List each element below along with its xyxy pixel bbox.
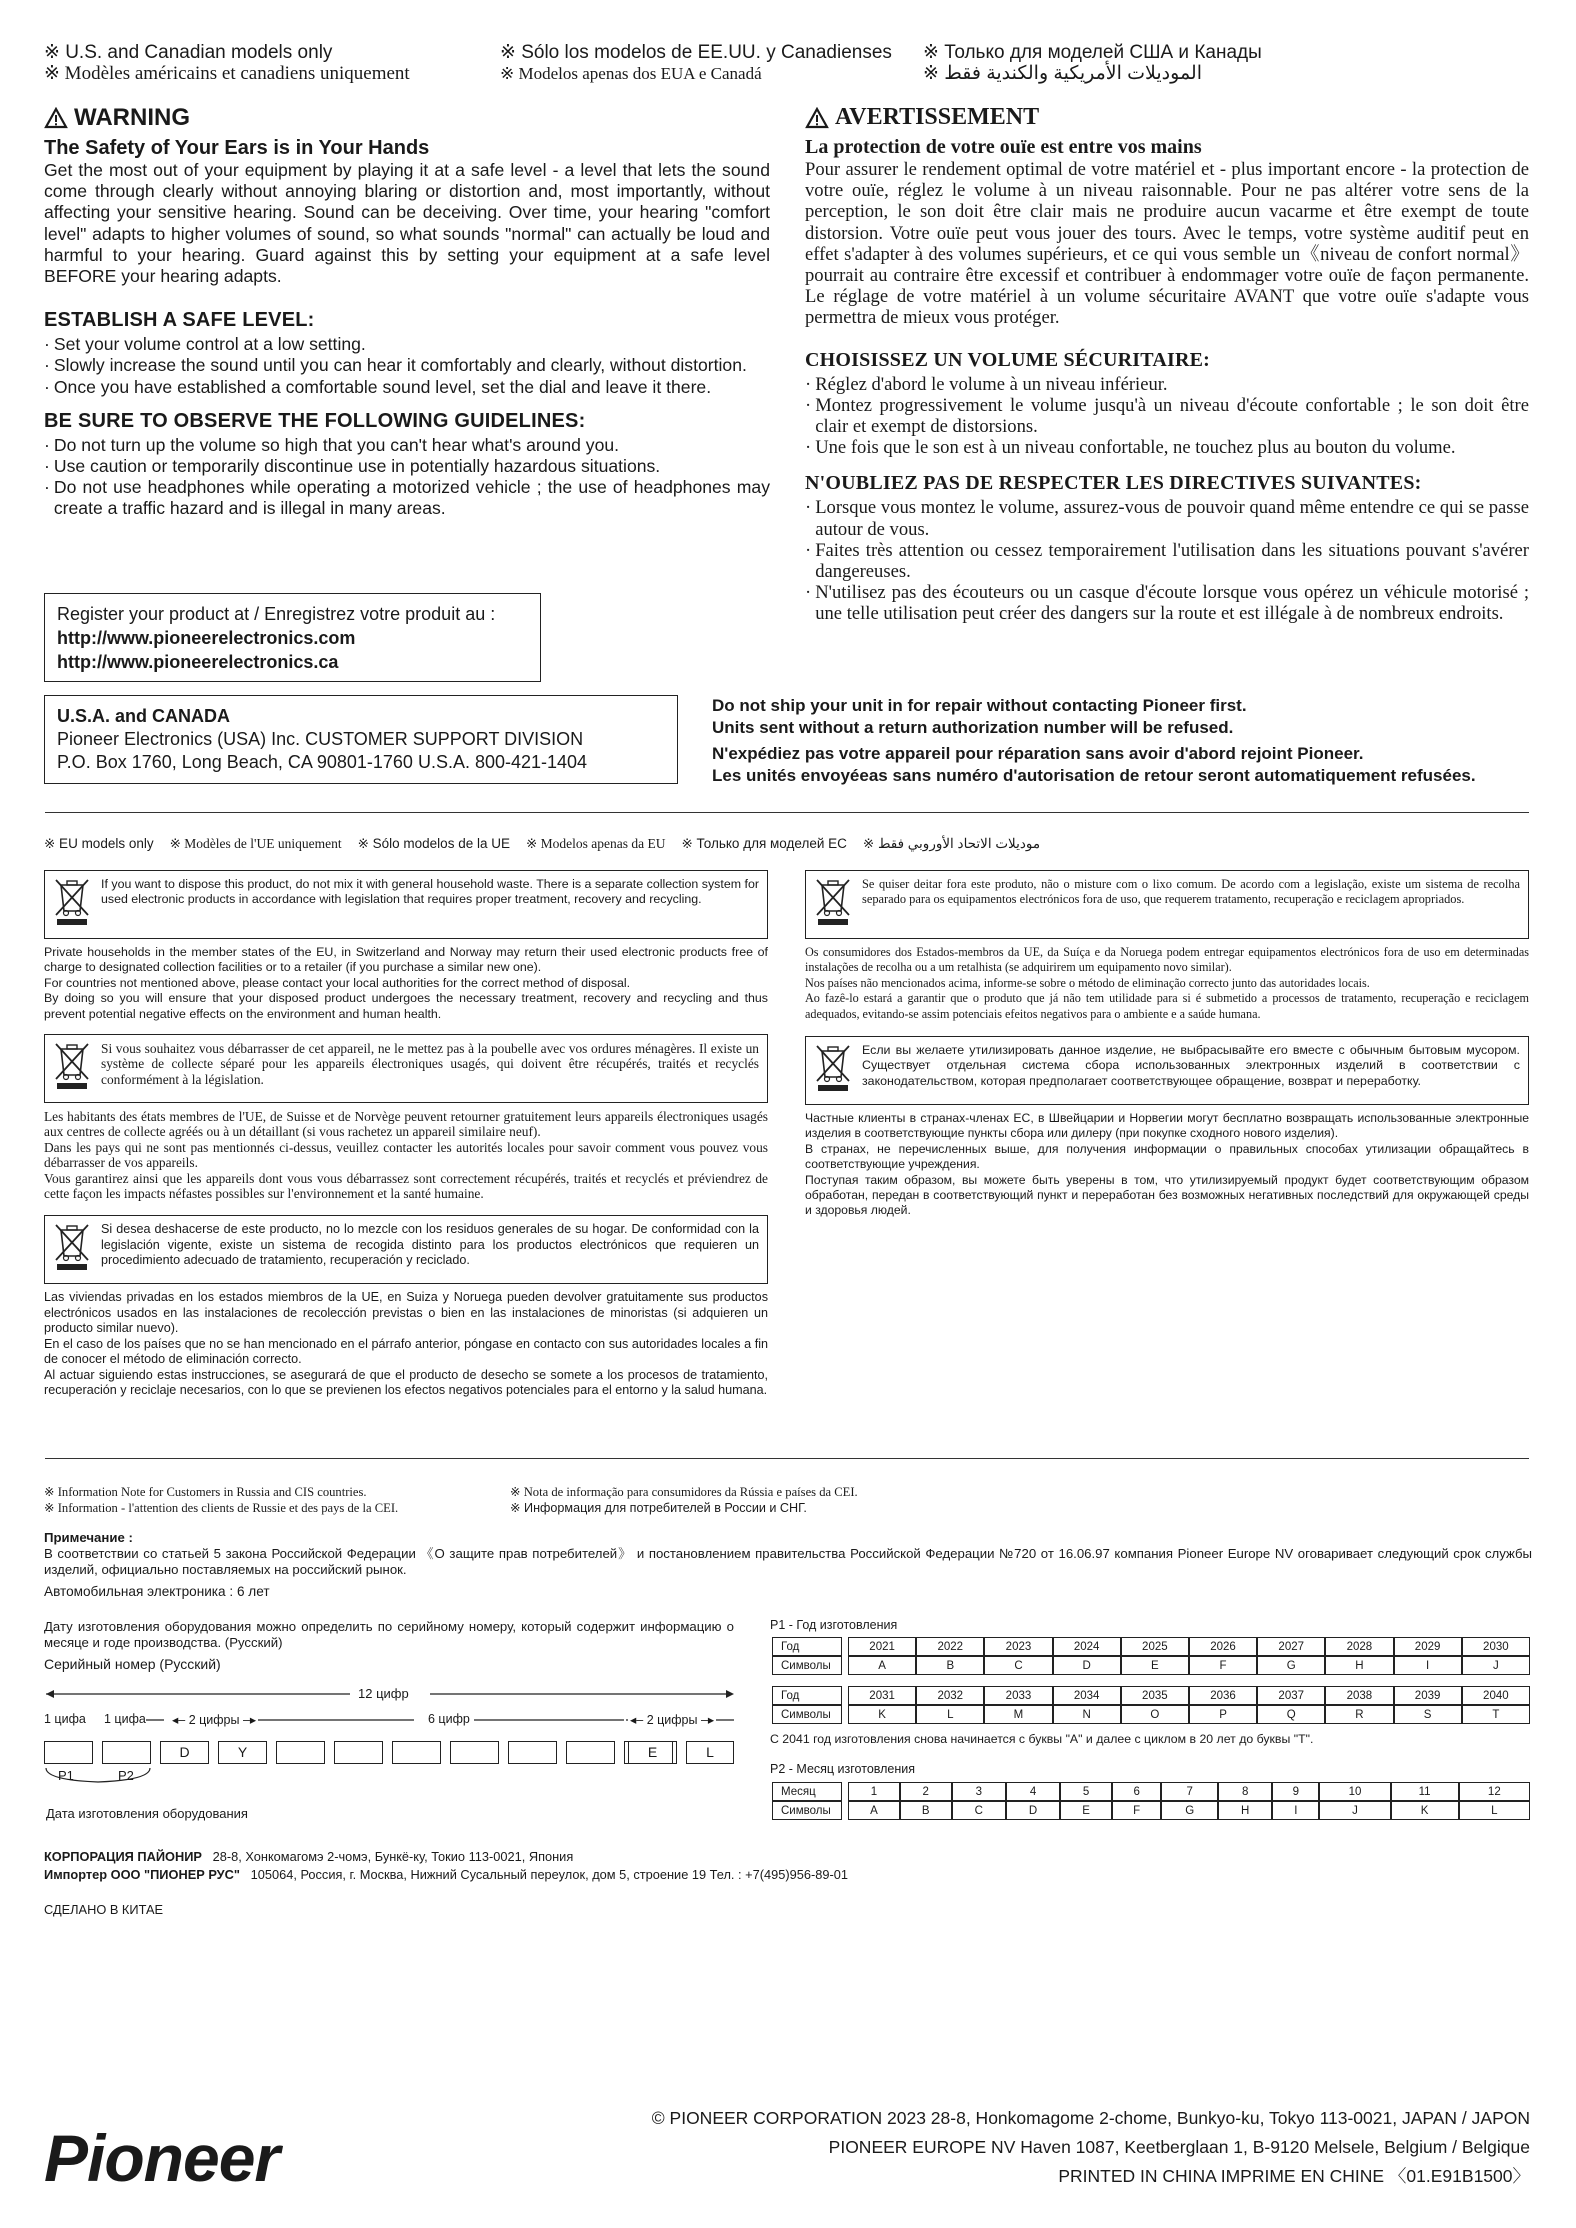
register-link-us[interactable]: http://www.pioneerelectronics.com (57, 628, 356, 648)
year-table-2: Год 2031 2032 2033 2034 2035 2036 2037 2038 2039 2040 Символы K L M N O P Q R S T (772, 1686, 1530, 1724)
list-item: · Montez progressivement le volume jusqu'à un niveau d'écoute confortable ; le son doit être clair et exempt de distorsions. (805, 394, 1529, 438)
list-item: · Une fois que le son est à un niveau confortable, ne touchez plus au bouton du volume. (805, 437, 1456, 459)
eu-models-note: ※ EU models only ※ Modèles de l'UE uniquement ※ Sólo modelos de la UE ※ Modelos apenas da EU ※ Только для моделей ЕС ※ موديلات الاتحاد الأوروبي فقط (44, 836, 1041, 851)
eu-disposal-pt-ru: Se quiser deitar fora este produto, não o misture com o lixo comum. De acordo com a legislação, existe um sistema de recolha separado para os equipamentos electrónicos fora de uso, que requerem tratamento, recuperação e reciclagem apropriados. Os consumidores dos Estados-membros da UE, da Suíça e da Noruega podem entregar equipamentos electrónicos fora de uso em determinadas instalações de recolha ou a um retalhista (se adquirirem um equipamento novo similar). Nos países não mencionados acima, informe-se sobre o método de eliminação correcto junto das autoridades locais. Ao fazê-lo estará a garantir que o produto que já não tem utilidade para si é submetido a processos de tratamento, recuperação e reciclagem adequados, evitando-se assim potenciais efeitos negativos para o ambiente e a saúde humana. Если вы желаете утилизировать данное изделие, не выбрасывайте его вместе с обычным бытовым мусором. Существует отдельная система сбора использованных электронных изделий в соответствии с законодательством, которая предполагает соответствующее обращение, возврат и переработку. Частные клиенты в странах-членах ЕС, в Швейцарии и Норвегии могут бесплатно возвращать использованные электронные изделия в соответствующие пункты сбора или дилеру (при покупке сходного нового изделия). В странах, не перечисленных выше, для получения информации о правильных способах утилизации обращайтесь в соответствующие учреждения. Поступая таким образом, вы можете быть уверены в том, что утилизируемый продукт будет соответствующим образом обработан, передан в соответствующий пункт и переработан без возможных негативных последствий для окружающей среды и здоровья людей. (805, 870, 1529, 1219)
warning-title-fr: AVERTISSEMENT (805, 104, 1529, 131)
support-box: U.S.A. and CANADA Pioneer Electronics (USA) Inc. CUSTOMER SUPPORT DIVISION P.O. Box 1760, Long Beach, CA 90801-1760 U.S.A. 800-421-1404 (44, 695, 678, 784)
list-item: · Once you have established a comfortable sound level, set the dial and leave it there. (44, 376, 712, 397)
warning-subtitle-en: The Safety of Your Ears is in Your Hands (44, 137, 430, 159)
made-in-china: СДЕЛАНО В КИТАЕ (44, 1902, 164, 1917)
models-note-ru: ※ Только для моделей США и Канады ※ الموديلات الأمريكية والكندية فقط (923, 42, 1262, 84)
warning-intro-en: Get the most out of your equipment by playing it at a safe level - a level that lets the sound come through clearly without annoying blaring or distortion and, most importantly, without affecting your sensitive hearing. Sound can be deceiving. Over time, your hearing "comfort level" adapts to higher volumes of sound, so what sounds "normal" can actually be loud and harmful to your hearing. Guard against this by setting your equipment at a safe level BEFORE your hearing adapts. (44, 160, 770, 287)
register-link-ca[interactable]: http://www.pioneerelectronics.ca (57, 652, 339, 672)
crossed-bin-icon (814, 877, 852, 932)
list-item: · Faites très attention ou cessez temporairement l'utilisation dans les situations pouvant s'avérer dangereuses. (805, 539, 1529, 583)
safe-level-heading-fr: CHOISISSEZ UN VOLUME SÉCURITAIRE: (805, 348, 1210, 371)
digits-12-label: 12 цифр (354, 1686, 413, 1701)
digit-2b-label: ◂– 2 цифры –▸ (630, 1713, 715, 1727)
digit-2a-label: ◂– 2 цифры –▸ (172, 1713, 257, 1727)
list-item: · Slowly increase the sound until you can hear it comfortably and clearly, without distortion. (44, 355, 747, 376)
divider (45, 812, 1529, 813)
digit-1b-label: 1 цифа (104, 1712, 146, 1726)
disposal-box-pt: Se quiser deitar fora este produto, não o misture com o lixo comum. De acordo com a legislação, existe um sistema de recolha separado para os equipamentos electrónicos fora de uso, que requerem tratamento, recuperação e reciclagem apropriados. (805, 870, 1529, 939)
corp-info: КОРПОРАЦИЯ ПАЙОНИР 28-8, Хонкомагомэ 2-чомэ, Бункё-ку, Токио 113-0021, Япония Импортер ООО "ПИОНЕР РУС" 105064, Россия, г. Москва, Нижний Сусальный переулок, дом 5, строение 19 Тел. : +7(495)956-89-01 (44, 1849, 848, 1882)
manufacture-date-label: Дата изготовления оборудования (46, 1806, 248, 1821)
ru-note: Примечание : В соответствии со статьей 5 закона Российской Федерации 《О защите прав потребителей》 и постановлением правительства Российской Федерации №720 от 16.06.97 компания Pioneer Europe NV оговаривает следующий срок службы изделий, официально поставляемых на российский рынок. Автомобильная электроника : 6 лет (44, 1530, 1532, 1599)
serial-digit (392, 1741, 441, 1764)
warning-fr (805, 104, 1529, 625)
serial-digit: Y (218, 1741, 267, 1764)
serial-digit (44, 1741, 93, 1764)
list-item: · Do not use headphones while operating a motorized vehicle ; the use of headphones may create a traffic hazard and is illegal in many areas. (44, 477, 770, 519)
list-item: · Réglez d'abord le volume à un niveau inférieur. (805, 373, 1168, 395)
guidelines-heading-en: BE SURE TO OBSERVE THE FOLLOWING GUIDELINES: (44, 409, 586, 432)
p1-title: P1 - Год изготовления (770, 1618, 898, 1632)
divider (45, 1458, 1529, 1459)
p2-title: P2 - Месяц изготовления (770, 1762, 916, 1776)
p2-label: P2 (118, 1768, 134, 1783)
serial-info: Дату изготовления оборудования можно определить по серийному номеру, который содержит информацию о месяце и годе производства. (Русский) (44, 1619, 734, 1650)
serial-digit (566, 1741, 615, 1764)
serial-digit (334, 1741, 383, 1764)
eu-disposal-en: If you want to dispose this product, do not mix it with general household waste. There is a separate collection system for used electronic products in accordance with legislation that requires proper treatment, recovery and recycling. Private households in the member states of the EU, in Switzerland and Norway may return their used electronic products free of charge to designated collection facilities or to a retailer (if you purchase a similar new one). For countries not mentioned above, please contact your local authorities for the correct method of disposal. By doing so you will ensure that your disposed product undergoes the necessary treatment, recovery and recycling and thus prevent potential negative effects on the environment and human health. Si vous souhaitez vous débarrasser de cet appareil, ne le mettez pas à la poubelle avec vos ordures ménagères. Il existe un système de collecte séparé pour les appareils électroniques usagés, qui doivent être récupérés, traités et recyclés conformément à la législation. Les habitants des états membres de l'UE, de Suisse et de Norvège peuvent retourner gratuitement leurs appareils électroniques usagés aux centres de collecte agréés ou à un détaillant (si vous rachetez un appareil similaire neuf). Dans les pays qui ne sont pas mentionnés ci-dessus, veuillez contacter les autorités locales pour savoir comment vous pouvez vous débarrasser de vos appareils. Vous garantirez ainsi que les appareils dont vous vous débarrassez sont correctement récupérés, traités et recyclés et préviendrez de cette façon les impacts néfastes possibles sur l'environnement et la santé humaine. Si desea deshacerse de este producto, no lo mezcle con los residuos generales de su hogar. De conformidad con la legislación vigente, existe un sistema de recogida distinto para los productos electrónicos que requieren un procedimiento adecuado de tratamiento, recuperación y reciclado. Las viviendas privadas en los estados miembros de la UE, en Suiza y Noruega pueden devolver gratuitamente sus productos electrónicos usados en las instalaciones de recolección previstas o bien en las instalaciones de minoristas (si adquieren un producto similar nuevo). En el caso de los países que no se han mencionado en el párrafo anterior, póngase en contacto con sus autoridades locales a fin de conocer el método de eliminación correcto. Al actuar siguiendo estas instrucciones, se asegurará de que el producto de desecho se somete a los procesos de tratamiento, recuperación y reciclaje necesarios, con lo que se previenen los efectos negativos potenciales para el entorno y la salud humana. (44, 870, 768, 1398)
p1-label: P1 (58, 1768, 74, 1783)
safe-level-heading-en: ESTABLISH A SAFE LEVEL: (44, 309, 315, 332)
serial-digit: L (686, 1741, 734, 1764)
models-note-es: ※ Sólo los modelos de EE.UU. y Canadienses ※ Modelos apenas dos EUA e Canadá (500, 42, 892, 83)
digit-1a-label: 1 цифа (44, 1712, 86, 1726)
crossed-bin-icon (53, 1041, 91, 1096)
warning-triangle-icon (44, 107, 68, 129)
year-table-1: Год 2021 2022 2023 2024 2025 2026 2027 2028 2029 2030 Символы A B C D E F G H I J (772, 1637, 1530, 1675)
list-item: · Use caution or temporarily discontinue use in potentially hazardous situations. (44, 456, 661, 477)
month-table: Месяц 1 2 3 4 5 6 7 8 9 10 11 12 Символы A B C D E F G H I J K L (772, 1782, 1530, 1820)
guidelines-heading-fr: N'OUBLIEZ PAS DE RESPECTER LES DIRECTIVES SUIVANTES: (805, 472, 1422, 495)
pioneer-logo: Pioneer (44, 2121, 280, 2195)
warning-title-en: WARNING (44, 104, 770, 132)
serial-digit (450, 1741, 499, 1764)
warning-intro-fr: Pour assurer le rendement optimal de votre matériel et - plus important encore - la protection de votre ouïe, réglez le volume à un niveau raisonnable. Pour ne pas altérer votre sens de la perception, le son doit être clair mais ne produire aucun vacarme et être exempt de toute distorsion. Votre ouïe peut vous jouer des tours. Avec le temps, votre système auditif peut en effet s'adapter à des volumes supérieurs, et ce qui vous semble un《niveau de confort normal》pourrait au contraire être excessif et contribuer à endommager votre ouïe de façon permanente. Le réglage de votre matériel à un volume sécuritaire AVANT que votre ouïe s'adapte vous permettra de mieux vous protéger. (805, 159, 1529, 329)
crossed-bin-icon (53, 877, 91, 932)
footer: © PIONEER CORPORATION 2023 28-8, Honkomagome 2-chome, Bunkyo-ku, Tokyo 113-0021, JAPAN / JAPON PIONEER EUROPE NV Haven 1087, Keetberglaan 1, B-9120 Melsele, Belgium / Belgique PRINTED IN CHINA IMPRIME EN CHINE 〈01.E91B1500〉 (651, 2108, 1530, 2186)
serial-digit: D (160, 1741, 209, 1764)
serial-label: Серийный номер (Русский) (44, 1656, 221, 1672)
serial-digit (276, 1741, 325, 1764)
models-note-us: ※ U.S. and Canadian models only ※ Modèles américains et canadiens uniquement (44, 42, 410, 84)
crossed-bin-icon (814, 1043, 852, 1098)
list-item: · Set your volume control at a low setting. (44, 334, 366, 355)
warning-triangle-icon (805, 107, 829, 129)
info-note-left: ※ Information Note for Customers in Russia and CIS countries. ※ Information - l'attention des clients de Russie et des pays de la CEI. (44, 1485, 399, 1515)
list-item: · Do not turn up the volume so high that you can't hear what's around you. (44, 434, 620, 455)
disposal-box-fr: Si vous souhaitez vous débarrasser de cet appareil, ne le mettez pas à la poubelle avec vos ordures ménagères. Il existe un système de collecte séparé pour les appareils électroniques usagés, qui doivent être récupérés, traités et recyclés conformément à la législation. (44, 1034, 768, 1103)
warning-subtitle-fr: La protection de votre ouïe est entre vos mains (805, 136, 1202, 158)
serial-digit: E (628, 1741, 677, 1764)
note-2041: С 2041 год изготовления снова начинается с буквы "A" и далее с циклом в 20 лет до буквы "T". (770, 1732, 1314, 1746)
list-item: · Lorsque vous montez le volume, assurez-vous de pouvoir quand même entendre ce qui se passe autour de vous. (805, 497, 1529, 540)
disposal-box-en: If you want to dispose this product, do not mix it with general household waste. There is a separate collection system for used electronic products in accordance with legislation that requires proper treatment, recovery and recycling. (44, 870, 768, 939)
crossed-bin-icon (53, 1222, 91, 1277)
list-item: · N'utilisez pas des écouteurs ou un casque d'écoute lorsque vous opérez un véhicule motorisé ; une telle utilisation peut créer des dangers sur la route et est illégale à de nombreux endroits. (805, 582, 1529, 625)
digit-6-label: 6 цифр (424, 1712, 474, 1726)
serial-digit (508, 1741, 557, 1764)
ship-notice: Do not ship your unit in for repair without contacting Pioneer first. Units sent without a return authorization number will be refused. N'expédiez pas votre appareil pour réparation sans avoir d'abord rejoint Pioneer. Les unités envoyéeas sans numéro d'autorisation de retour seront automatiquement refusées. (712, 696, 1476, 785)
warning-en (44, 104, 770, 520)
disposal-box-es: Si desea deshacerse de este producto, no lo mezcle con los residuos generales de su hogar. De conformidad con la legislación vigente, existe un sistema de recogida distinto para los productos electrónicos que requieren un procedimiento adecuado de tratamiento, recuperación y reciclado. (44, 1215, 768, 1284)
disposal-box-ru: Если вы желаете утилизировать данное изделие, не выбрасывайте его вместе с обычным бытовым мусором. Существует отдельная система сбора использованных электронных изделий в соответствии с законодательством, которая предполагает соответствующее обращение, возврат и переработку. (805, 1036, 1529, 1105)
serial-digit (102, 1741, 151, 1764)
register-box: Register your product at / Enregistrez votre produit au : http://www.pioneerelectronics.com http://www.pioneerelectronics.ca (44, 593, 541, 682)
info-note-right: ※ Nota de informação para consumidores da Rússia e países da CEI. ※ Информация для потребителей в России и СНГ. (510, 1485, 858, 1515)
